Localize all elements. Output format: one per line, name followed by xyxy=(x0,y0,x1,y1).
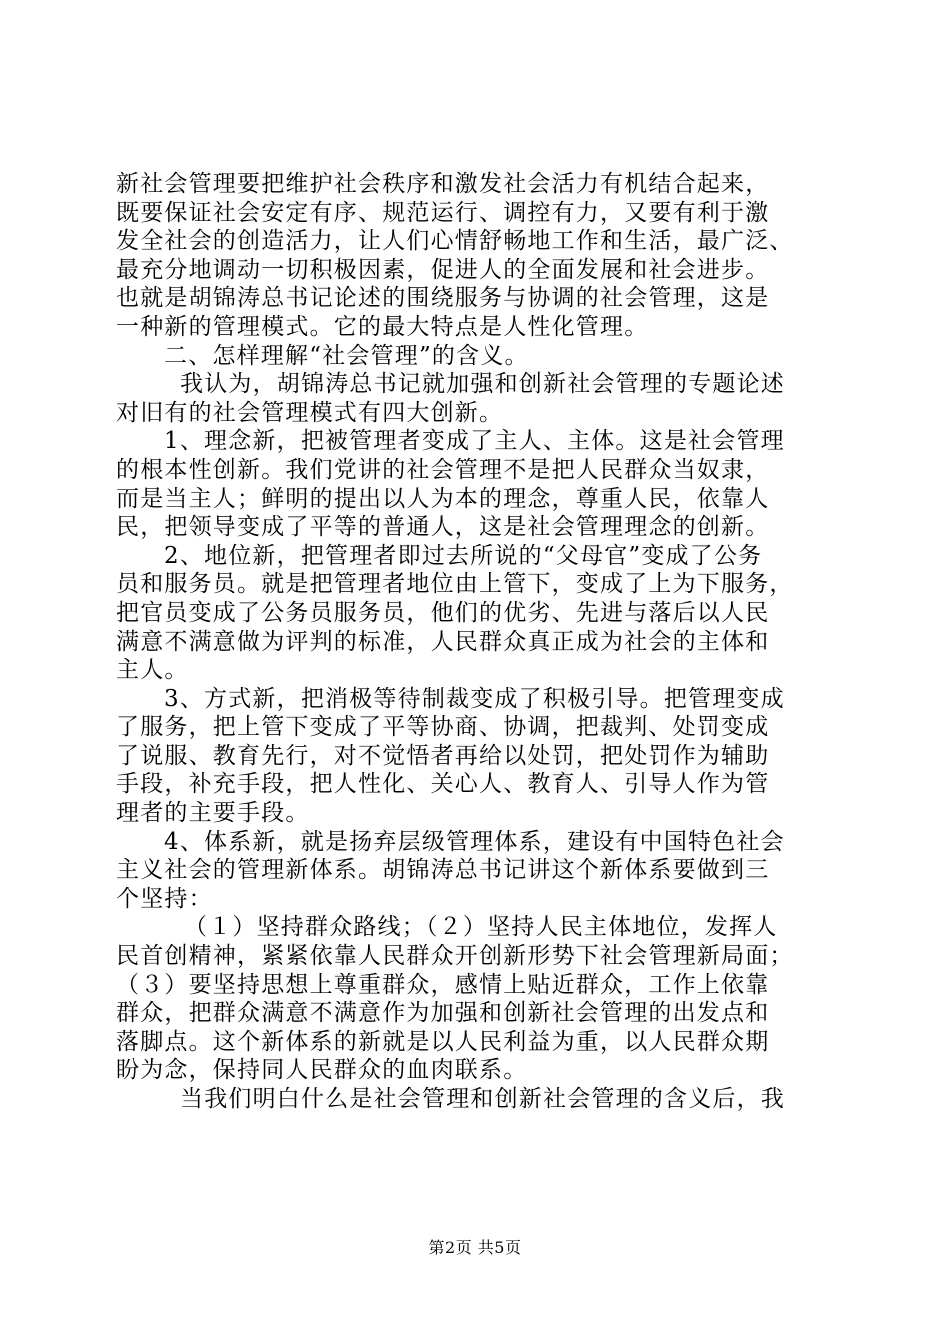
text-line: 手段，补充手段，把人性化、关心人、教育人、引导人作为管 xyxy=(116,771,770,798)
text-line: 了服务，把上管下变成了平等协商、协调，把裁判、处罚变成 xyxy=(116,714,770,741)
text-line: 把官员变成了公务员服务员，他们的优劣、先进与落后以人民 xyxy=(116,599,770,626)
text-line: 4、体系新，就是扬弃层级管理体系，建设有中国特色社会 xyxy=(164,828,785,855)
text-line: （３）要坚持思想上尊重群众，感情上贴近群众，工作上依靠 xyxy=(116,971,770,998)
text-line: 理者的主要手段。 xyxy=(116,800,310,827)
text-line: 群众，把群众满意不满意作为加强和创新社会管理的出发点和 xyxy=(116,1000,770,1027)
text-line: （１）坚持群众路线；（２）坚持人民主体地位，发挥人 xyxy=(184,914,778,941)
text-line: 我认为，胡锦涛总书记就加强和创新社会管理的专题论述 xyxy=(180,371,785,398)
text-line: 而是当主人；鲜明的提出以人为本的理念，尊重人民，依靠人 xyxy=(116,485,770,512)
text-line: 落脚点。这个新体系的新就是以人民利益为重，以人民群众期 xyxy=(116,1028,770,1055)
text-line: 2、地位新，把管理者即过去所说的“父母官”变成了公务 xyxy=(164,542,763,569)
text-line: 最充分地调动一切积极因素，促进人的全面发展和社会进步。 xyxy=(116,256,770,283)
text-line: 3、方式新，把消极等待制裁变成了积极引导。把管理变成 xyxy=(164,685,785,712)
text-line: 了说服、教育先行，对不觉悟者再给以处罚，把处罚作为辅助 xyxy=(116,742,770,769)
page-number-footer: 第2页 共5页 xyxy=(428,1238,522,1257)
text-line: 也就是胡锦涛总书记论述的围绕服务与协调的社会管理，这是 xyxy=(116,285,770,312)
text-line: 1、理念新，把被管理者变成了主人、主体。这是社会管理 xyxy=(164,428,785,455)
text-line: 个坚持： xyxy=(116,885,213,912)
text-line: 的根本性创新。我们党讲的社会管理不是把人民群众当奴隶， xyxy=(116,456,770,483)
text-line: 当我们明白什么是社会管理和创新社会管理的含义后，我 xyxy=(180,1086,785,1112)
text-line: 民首创精神，紧紧依靠人民群众开创新形势下社会管理新局面； xyxy=(116,943,794,970)
text-line: 员和服务员。就是把管理者地位由上管下，变成了上为下服务， xyxy=(116,571,794,598)
text-line: 主人。 xyxy=(116,657,189,684)
section-heading: 二、怎样理解“社会管理”的含义。 xyxy=(164,342,529,369)
text-line: 一种新的管理模式。它的最大特点是人性化管理。 xyxy=(116,313,649,340)
text-line: 民，把领导变成了平等的普通人，这是社会管理理念的创新。 xyxy=(116,514,770,541)
text-line: 新社会管理要把维护社会秩序和激发社会活力有机结合起来， xyxy=(116,171,770,197)
document-body xyxy=(116,170,836,1114)
text-line: 主义社会的管理新体系。胡锦涛总书记讲这个新体系要做到三 xyxy=(116,857,770,884)
text-line: 既要保证社会安定有序、规范运行、调控有力，又要有利于激 xyxy=(116,199,770,226)
text-line: 盼为念，保持同人民群众的血肉联系。 xyxy=(116,1057,528,1084)
text-line: 发全社会的创造活力，让人们心情舒畅地工作和生活，最广泛、 xyxy=(116,228,794,255)
text-line: 满意不满意做为评判的标准，人民群众真正成为社会的主体和 xyxy=(116,628,770,655)
text-line: 对旧有的社会管理模式有四大创新。 xyxy=(116,399,504,426)
